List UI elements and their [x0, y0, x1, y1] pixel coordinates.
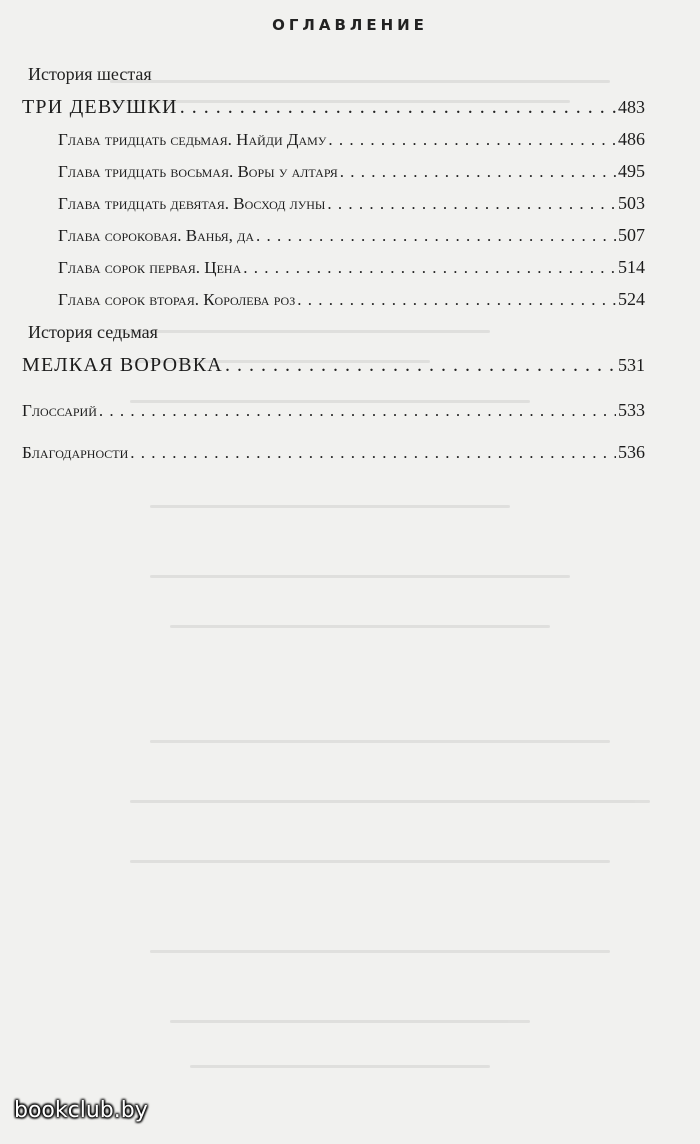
leader-dots — [327, 194, 616, 214]
page-number: 524 — [618, 289, 645, 309]
story-label: История седьмая — [28, 322, 158, 342]
toc-entry-glossary[interactable] — [22, 400, 645, 421]
entry-title: МЕЛКАЯ ВОРОВКА — [22, 354, 223, 376]
leader-dots — [297, 290, 616, 310]
entry-title: Глава сорок первая. Цена — [58, 258, 242, 277]
toc-entry-part[interactable] — [22, 96, 645, 119]
page-number: 486 — [618, 129, 645, 149]
leader-dots — [225, 354, 616, 377]
toc-entry-chapter[interactable] — [58, 289, 645, 310]
toc-entry-chapter[interactable] — [58, 225, 645, 246]
entry-title: ТРИ ДЕВУШКИ — [22, 96, 178, 118]
toc-entry-chapter[interactable] — [58, 129, 645, 150]
page-number: 503 — [618, 193, 645, 213]
page-number: 495 — [618, 161, 645, 181]
entry-title: Глава тридцать восьмая. Воры у алтаря — [58, 162, 338, 181]
page-number: 483 — [618, 97, 645, 117]
watermark-text: bookclub.by — [14, 1098, 148, 1123]
page-number: 514 — [618, 257, 645, 277]
page-bleed-through — [90, 60, 650, 1120]
leader-dots — [340, 162, 616, 182]
entry-title: Глава тридцать седьмая. Найди Даму — [58, 130, 327, 149]
toc-entry-chapter[interactable] — [58, 161, 645, 182]
leader-dots — [328, 130, 616, 150]
toc-entry-chapter[interactable] — [58, 193, 645, 214]
leader-dots — [99, 401, 616, 421]
entry-title: Глава сороковая. Ванья, да — [58, 226, 255, 245]
page-number: 533 — [618, 400, 645, 420]
page-title: ОГЛАВЛЕНИЕ — [272, 16, 428, 34]
leader-dots — [180, 96, 616, 119]
story-label: История шестая — [28, 64, 152, 84]
page-number: 531 — [618, 355, 645, 375]
entry-title: Благодарности — [22, 443, 129, 462]
toc-entry-part[interactable] — [22, 354, 645, 377]
entry-title: Глоссарий — [22, 401, 97, 420]
page-number: 507 — [618, 225, 645, 245]
leader-dots — [256, 226, 616, 246]
entry-title: Глава сорок вторая. Королева роз — [58, 290, 296, 309]
page-number: 536 — [618, 442, 645, 462]
entry-title: Глава тридцать девятая. Восход луны — [58, 194, 326, 213]
leader-dots — [243, 258, 616, 278]
toc-entry-acknowledgements[interactable] — [22, 442, 645, 463]
toc-entry-chapter[interactable] — [58, 257, 645, 278]
leader-dots — [130, 443, 616, 463]
